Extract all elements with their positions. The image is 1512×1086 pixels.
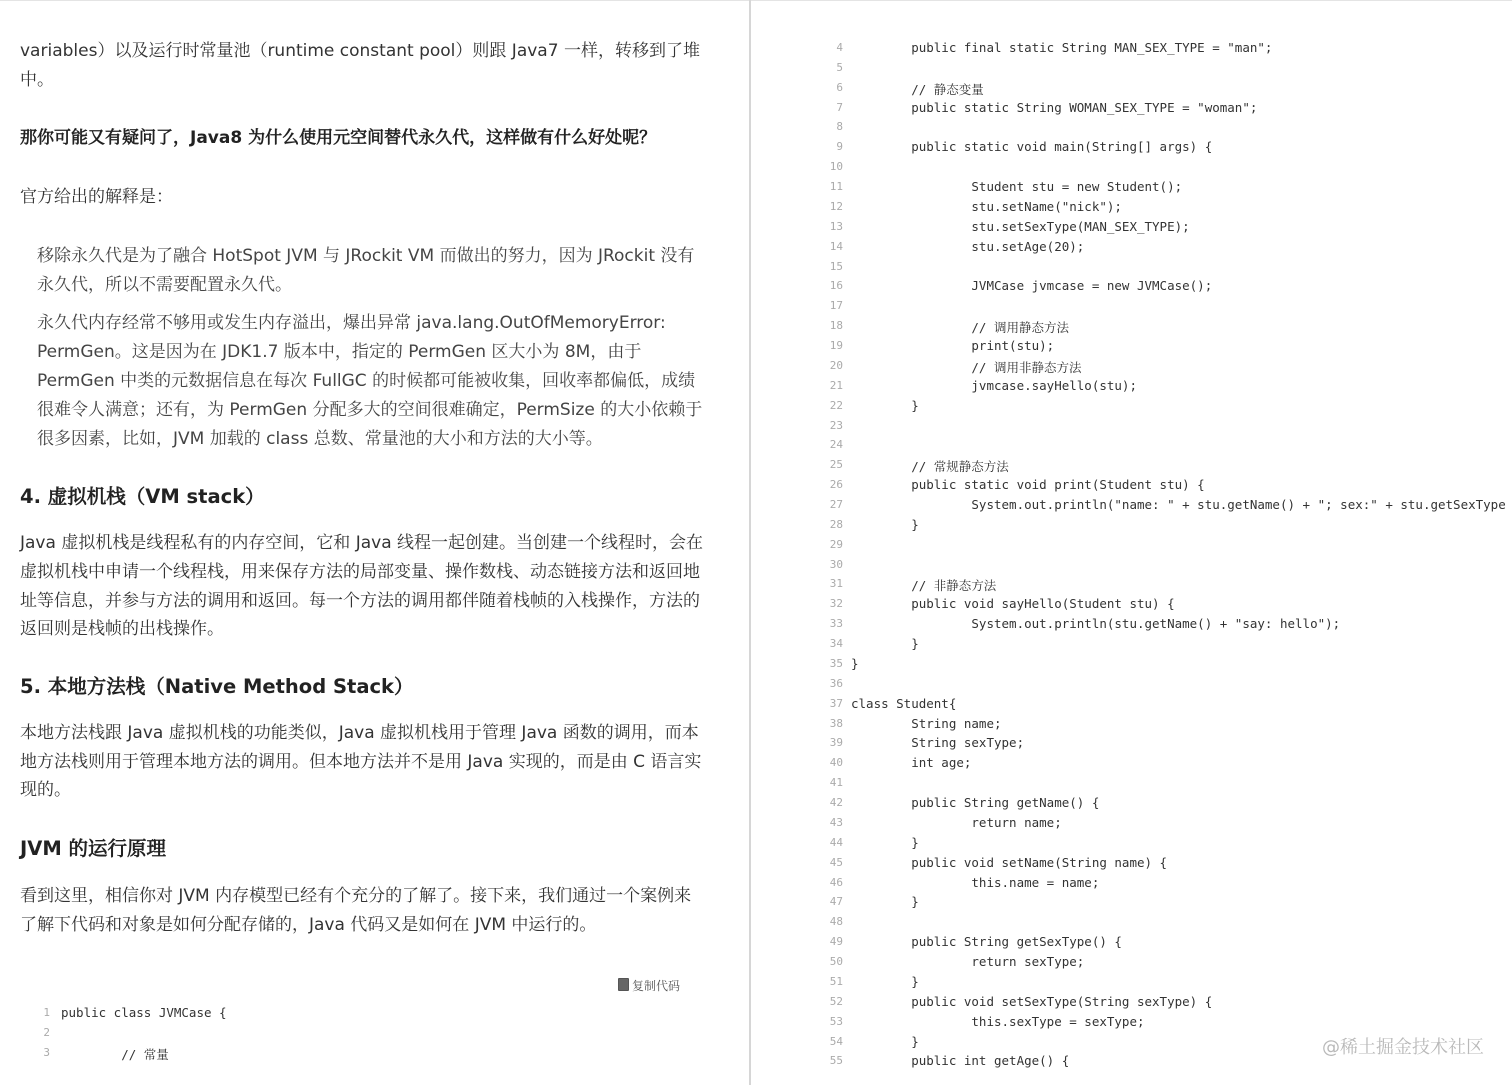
line-number: 19: [829, 339, 843, 353]
quote-line: 很难令人满意；还有，为 PermGen 分配多大的空间很难确定，PermSize 的大小依赖于: [37, 400, 703, 420]
line-number: 33: [829, 617, 843, 631]
code-line: int age;: [851, 755, 972, 771]
line-number: 29: [829, 537, 843, 551]
quote-line: PermGen 中类的元数据信息在每次 FullGC 的时候都可能被收集，回收率都偏低，成绩: [37, 371, 696, 391]
code-line: }: [851, 516, 919, 532]
paragraph-line: 了解下代码和对象是如何分配存储的，Java 代码又是如何在 JVM 中运行的。: [20, 915, 597, 935]
paragraph-line: 看到这里，相信你对 JVM 内存模型已经有个充分的了解了。接下来，我们通过一个案例来: [20, 886, 692, 906]
line-number: 39: [829, 736, 843, 750]
line-number: 55: [829, 1054, 843, 1068]
code-line: String sexType;: [851, 735, 1025, 751]
line-number: 7: [836, 100, 843, 114]
line-number: 27: [829, 498, 843, 511]
line-number: 49: [829, 935, 843, 949]
code-line: public String getName() {: [851, 795, 1100, 811]
line-number: 38: [829, 716, 843, 730]
line-number: 41: [829, 776, 843, 790]
code-line: stu.setName("nick");: [851, 198, 1122, 214]
line-number: 45: [829, 855, 843, 869]
quote-line: 永久代内存经常不够用或发生内存溢出，爆出异常 java.lang.OutOfMemoryError:: [37, 313, 666, 333]
line-number: 4: [836, 41, 843, 54]
line-number: 51: [829, 974, 843, 988]
code-line: // 调用非静态方法: [851, 359, 1082, 375]
code-line: class Student{: [851, 695, 957, 711]
watermark: @稀土掘金技术社区: [1322, 1037, 1484, 1058]
line-number: 40: [829, 756, 843, 770]
line-number: 3: [43, 1046, 50, 1059]
heading-jvm-principle: JVM 的运行原理: [20, 837, 167, 860]
line-number: 26: [829, 478, 843, 492]
copy-code-label: 复制代码: [632, 979, 681, 993]
line-number: 32: [829, 597, 843, 611]
left-page: [0, 0, 749, 1086]
line-number: 22: [829, 398, 843, 412]
code-line: }: [851, 397, 919, 413]
question-line: 那你可能又有疑问了，Java8 为什么使用元空间替代永久代，这样做有什么好处呢？: [20, 128, 657, 148]
code-line: print(stu);: [851, 338, 1055, 354]
code-line: public String getSexType() {: [851, 934, 1122, 950]
right-page: [751, 0, 1512, 1086]
line-number: 17: [829, 299, 843, 313]
quote-line: 很多因素，比如，JVM 加载的 class 总数、常量池的大小和方法的大小等。: [37, 429, 603, 449]
line-number: 31: [829, 577, 843, 591]
code-line: public class JVMCase {: [61, 1005, 227, 1020]
code-line: }: [851, 973, 919, 989]
code-line: return name;: [851, 814, 1062, 830]
code-line: System.out.println("name: " + stu.getName() + "; sex:" + stu.getSexType: [851, 497, 1506, 512]
quote-line: PermGen。这是因为在 JDK1.7 版本中，指定的 PermGen 区大小为 8M，由于: [37, 342, 642, 362]
line-number: 12: [829, 199, 843, 213]
code-line: this.sexType = sexType;: [851, 1013, 1145, 1029]
line-number: 54: [829, 1034, 843, 1048]
code-line: }: [851, 894, 919, 910]
line-number: 11: [829, 180, 843, 194]
code-line: return sexType;: [851, 954, 1085, 970]
code-line: String name;: [851, 715, 1002, 731]
paragraph-line: Java 虚拟机栈是线程私有的内存空间，它和 Java 线程一起创建。当创建一个线程时，会在: [20, 533, 704, 553]
line-number: 6: [836, 80, 843, 94]
copy-icon: [618, 978, 629, 991]
code-line: }: [851, 655, 859, 671]
line-number: 28: [829, 517, 843, 531]
code-line: // 常量: [61, 1047, 169, 1062]
code-line: public static void main(String[] args) {: [851, 139, 1213, 155]
code-line: public static void print(Student stu) {: [851, 477, 1205, 493]
line-number: 47: [829, 895, 843, 909]
line-number: 36: [829, 676, 843, 690]
code-line: JVMCase jvmcase = new JVMCase();: [851, 278, 1213, 294]
code-line: stu.setSexType(MAN_SEX_TYPE);: [851, 218, 1190, 234]
code-line: jvmcase.sayHello(stu);: [851, 377, 1137, 393]
line-number: 23: [829, 418, 843, 432]
line-number: 1: [43, 1006, 50, 1019]
code-line: }: [851, 636, 919, 652]
paragraph-line: 虚拟机栈中申请一个线程栈，用来保存方法的局部变量、操作数栈、动态链接方法和返回地: [20, 562, 700, 582]
line-number: 48: [829, 915, 843, 929]
paragraph-line: 地方法栈则用于管理本地方法的调用。但本地方法并不是用 Java 实现的，而是由 C 语言实: [20, 752, 702, 772]
line-number: 50: [829, 955, 843, 969]
code-line: stu.setAge(20);: [851, 238, 1085, 254]
line-number: 34: [829, 637, 843, 651]
code-line: }: [851, 1033, 919, 1049]
paragraph-line: 官方给出的解释是：: [20, 187, 173, 207]
line-number: 14: [829, 239, 843, 253]
paragraph-line: 现的。: [20, 780, 71, 800]
line-number: 25: [829, 458, 843, 472]
code-line: public void setName(String name) {: [851, 854, 1168, 870]
line-number: 15: [829, 259, 843, 273]
code-line: // 调用静态方法: [851, 320, 1069, 336]
code-line: public void sayHello(Student stu) {: [851, 596, 1175, 612]
line-number: 5: [836, 60, 843, 74]
code-line: // 静态变量: [851, 81, 984, 97]
line-number: 24: [829, 438, 843, 452]
line-number: 52: [829, 994, 843, 1008]
line-number: 13: [829, 219, 843, 233]
paragraph-line: 本地方法栈跟 Java 虚拟机栈的功能类似，Java 虚拟机栈用于管理 Java 函数的调用，而本: [20, 723, 699, 743]
code-line: this.name = name;: [851, 874, 1100, 890]
line-number: 30: [829, 557, 843, 571]
quote-line: 永久代，所以不需要配置永久代。: [37, 275, 292, 295]
paragraph-line: 返回则是栈帧的出栈操作。: [20, 619, 224, 639]
line-number: 21: [829, 378, 843, 392]
line-number: 8: [836, 120, 843, 134]
code-line: Student stu = new Student();: [851, 179, 1183, 195]
code-line: public void setSexType(String sexType) {: [851, 993, 1213, 1009]
code-line: // 非静态方法: [851, 578, 997, 594]
paragraph-line: 址等信息，并参与方法的调用和返回。每一个方法的调用都伴随着栈帧的入栈操作，方法的: [20, 591, 700, 611]
code-line: System.out.println(stu.getName() + "say: hello");: [851, 616, 1341, 632]
quote-line: 移除永久代是为了融合 HotSpot JVM 与 JRockit VM 而做出的努力，因为 JRockit 没有: [37, 246, 695, 266]
heading-native-method-stack: 5. 本地方法栈（Native Method Stack）: [20, 675, 414, 698]
line-number: 44: [829, 835, 843, 849]
line-number: 9: [836, 140, 843, 154]
code-line: public final static String MAN_SEX_TYPE = "man";: [851, 40, 1273, 55]
line-number: 10: [829, 160, 843, 174]
line-number: 46: [829, 875, 843, 889]
paragraph-line: 中。: [20, 70, 54, 90]
line-number: 43: [829, 815, 843, 829]
line-number: 16: [829, 279, 843, 293]
code-line: // 常规静态方法: [851, 459, 1009, 475]
line-number: 20: [829, 358, 843, 372]
code-line: public int getAge() {: [851, 1053, 1070, 1069]
line-number: 18: [829, 319, 843, 333]
heading-vm-stack: 4. 虚拟机栈（VM stack）: [20, 485, 265, 508]
line-number: 37: [829, 696, 843, 710]
code-line: }: [851, 834, 919, 850]
copy-code-button[interactable]: [618, 977, 680, 994]
paragraph-line: variables）以及运行时常量池（runtime constant pool）则跟 Java7 一样，转移到了堆: [20, 41, 700, 61]
code-line: public static String WOMAN_SEX_TYPE = "woman";: [851, 99, 1258, 115]
line-number: 42: [829, 796, 843, 810]
line-number: 53: [829, 1014, 843, 1028]
line-number: 35: [829, 656, 843, 670]
line-number: 2: [43, 1026, 50, 1039]
